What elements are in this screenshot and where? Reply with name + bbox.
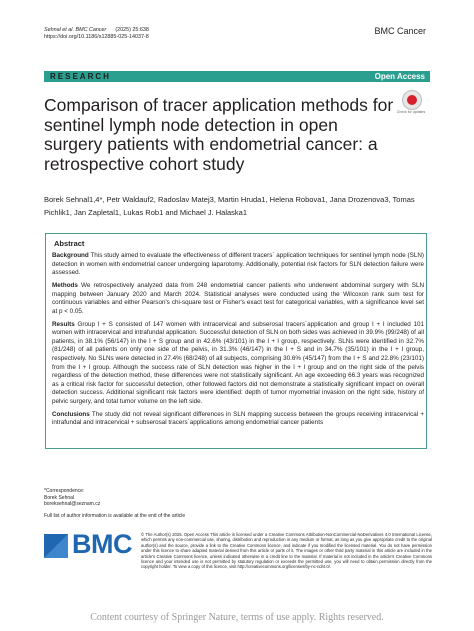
correspondence	[44, 488, 100, 508]
results-text: Group I + S consisted of 147 women with intracervical and subserosal tracers´application and group I + I included 101 women with intracervical and intrafundal application. Successful detection of SLN on both sides was achieved in 39.9% (99/248) of all patients, in 38.1% (56/147) in the I + S group and in 42.6% (43/101) in the I + I group, respectively. SLNs were identified in 32.7% (81/248) of all patients on only one side of the pelvis, in 31.3% (46/147) in the I + S and in 34.7% (35/101) in the I + I group, respectively. No SLNs were detected in 27.4% (68/248) of all subjects, comprising 30.6% (45/147) from the I + S and 22.8% (23/101) from the I + I group. Although the success rate of SLN detection was higher in the I + I group and on the right side of the pelvis regardless of the detection method, these differences were not statistically significant. An age exceeding 66.3 years was recognized as a critical risk factor for successful detection, other followed factors did not demonstrate a statistically significant impact on overall detection success. Additional significant risk factors were identified: depth of tumor myometrial invasion on the right side, history of pelvic surgery, and total tumor volume on the left side.	[52, 320, 424, 405]
crossmark-dot	[407, 95, 417, 105]
methods-label: Methods	[52, 281, 78, 289]
conclusions-label: Conclusions	[52, 410, 90, 418]
doi-link[interactable]: https://doi.org/10.1186/s12885-025-14037-8	[44, 34, 149, 40]
journal-name: BMC Cancer	[374, 26, 426, 36]
license-text: © The Author(s) 2025. Open Access This article is licensed under a Creative Commons Attribution-NonCommercial-NoDerivatives 4.0 International License, which permits any non-commercial use, sharing, distribution and reproduction in any medium or format, as long as you give appropriate credit to the original author(s) and the source, provide a link to the Creative Commons licence, and indicate if you modified the licensed material. You do not have permission under this licence to share adapted material derived from this article or parts of it. The images or other third party material in this article are included in the article's Creative Commons licence, unless indicated otherwise in a credit line to the material. If material is not included in the article's Creative Commons licence and your intended use is not permitted by statutory regulation or exceeds the permitted use, you will need to obtain permission directly from the copyright holder. To view a copy of this licence, visit http://creativecommons.org/licenses/by-nc-nd/4.0/.	[141, 532, 432, 570]
correspondence-label: *Correspondence:	[44, 488, 85, 494]
abstract-box	[45, 233, 427, 449]
abstract-body	[52, 252, 424, 432]
conclusions-text: The study did not reveal significant differences in SLN mapping success between the groups receiving intracervical + intrafundal and intracervical + subserosal tracers´applications among endometrial cancer patients	[52, 410, 424, 427]
crossmark-icon[interactable]	[402, 90, 422, 110]
methods-text: We retrospectively analyzed data from 248 endometrial cancer patients who underwent abdominal surgery with SLN mapping between January 2020 and March 2024. Statistical analyses were conducted using the Wilcoxon rank sum test for continuous variables and either Pearson's chi-square test or Fisher's exact test for categorical variables, with a significance level set at p < 0.05.	[52, 281, 424, 315]
article-type-label: RESEARCH	[50, 72, 111, 81]
results-label: Results	[52, 320, 75, 328]
background-label: Background	[52, 252, 89, 259]
citation-header	[44, 27, 149, 41]
author-list: Borek Sehnal1,4*, Petr Waldauf2, Radoslav Matej3, Martin Hruda1, Helena Robova1, Jana Drozenova3, Tomas Pichlik1, Jan Zapletal1, Lukas Rob1 and Michael J. Halaska1	[44, 195, 415, 217]
page-footer: Content courtesy of Springer Nature, terms of use apply. Rights reserved.	[90, 612, 384, 623]
citation-authors: Sehnal et al.	[44, 27, 74, 33]
abstract-conclusions	[52, 411, 424, 428]
abstract-background	[52, 252, 424, 278]
abstract-results	[52, 321, 424, 407]
background-text: This study aimed to evaluate the effectiveness of different tracers´ application techniques for sentinel lymph node (SLN) detection in women with endometrial cancer undergoing laparotomy. Additionally, potential risk factors for SLN detection failure were assessed.	[52, 252, 424, 277]
bmc-logo-text: BMC	[72, 529, 132, 559]
crossmark-label: Check for updates	[396, 110, 426, 114]
abstract-heading: Abstract	[54, 239, 85, 248]
citation-journal: BMC Cancer	[75, 27, 107, 33]
abstract-methods	[52, 282, 424, 316]
correspondence-name: Borek Sehnal	[44, 494, 75, 501]
citation-rest: (2025) 25:638	[115, 27, 149, 33]
article-title: Comparison of tracer application methods for sentinel lymph node detection in open surgery patients with endometrial cancer: a retrospective cohort study	[44, 95, 394, 174]
bmc-logo-icon	[44, 534, 68, 558]
article-type-banner	[44, 71, 430, 82]
full-author-info-note: Full list of author information is available at the end of the article	[44, 513, 186, 519]
correspondence-email[interactable]: boreksehnal@seznam.cz	[44, 501, 101, 508]
open-access-label: Open Access	[374, 72, 425, 81]
